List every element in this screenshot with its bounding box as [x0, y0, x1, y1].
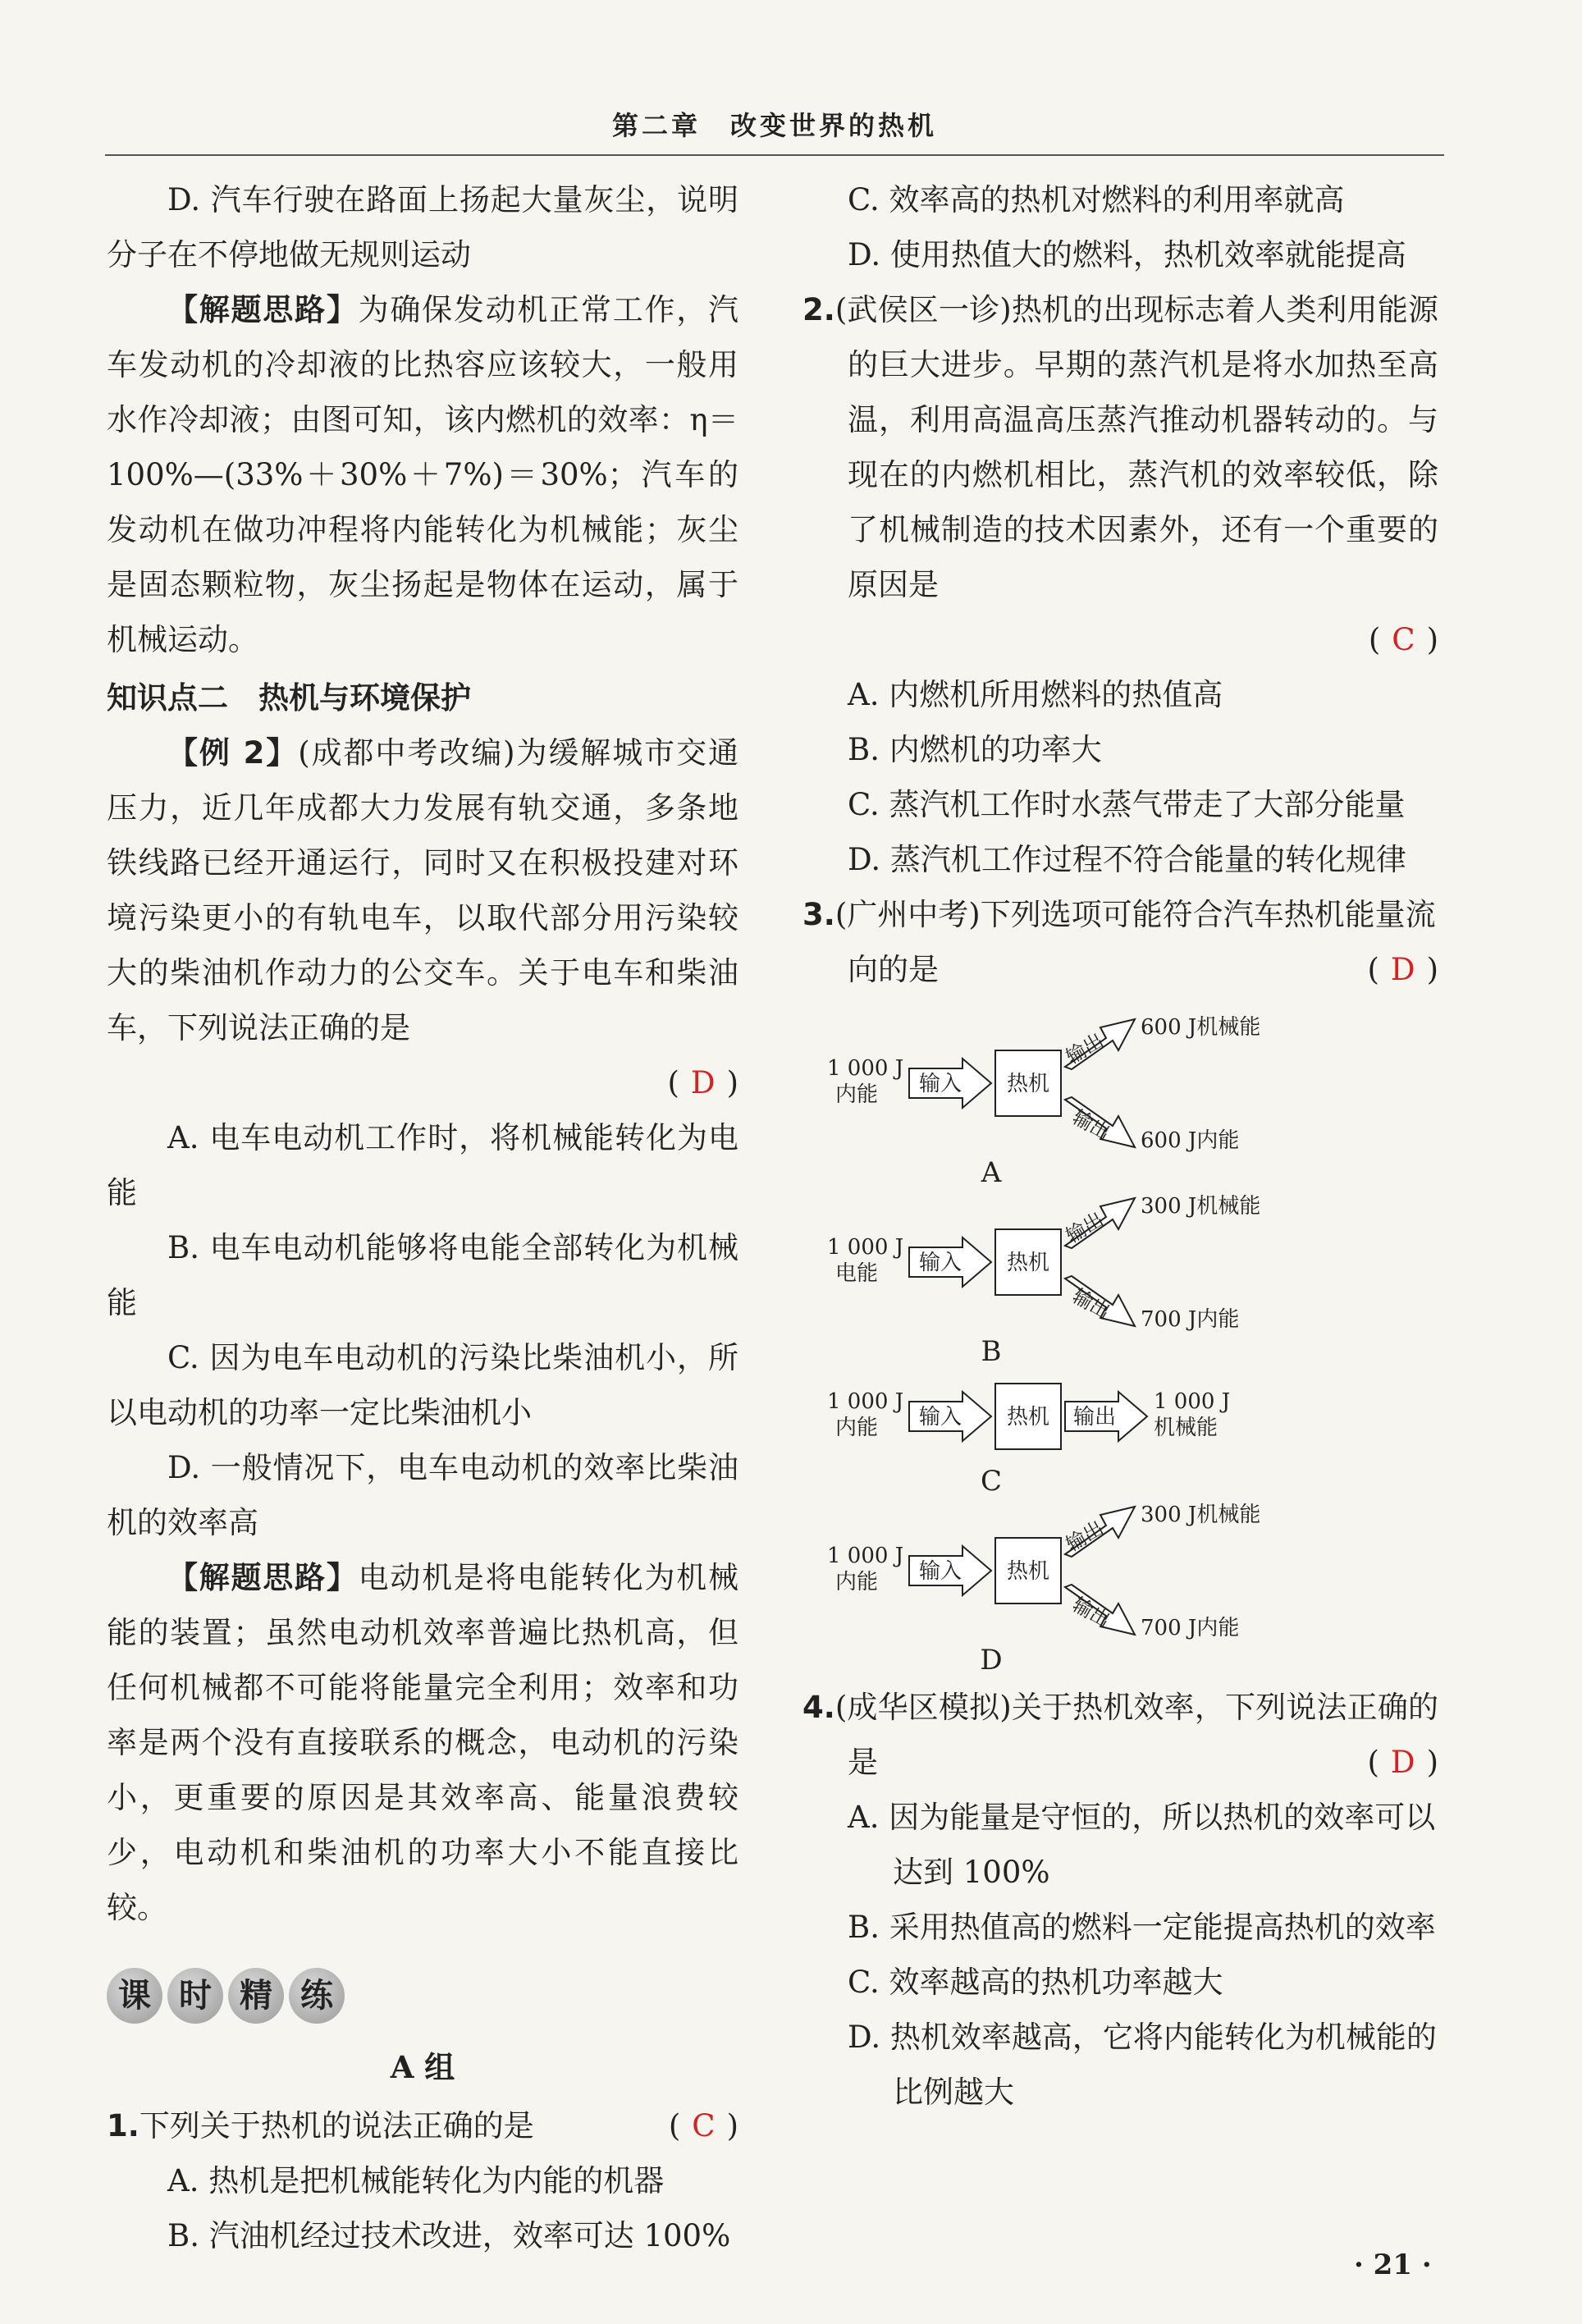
q1-option-a: A. 热机是把机械能转化为内能的机器	[167, 2163, 665, 2198]
example-source: (成都中考改编)	[298, 735, 515, 771]
q1-option-d: D. 使用热值大的燃料，热机效率就能提高	[848, 237, 1406, 272]
question-source: (成华区模拟)	[834, 1690, 1012, 1725]
badge: 课	[107, 1968, 162, 2024]
q2-answer-line	[802, 612, 1438, 667]
example-label: 【例 2】	[167, 735, 299, 771]
input-energy-type: 内能	[835, 1416, 879, 1440]
diagram-d	[827, 1501, 1352, 1680]
q2-option-a: A. 内燃机所用燃料的热值高	[848, 677, 1223, 712]
output-1: 300 J机械能	[1141, 1194, 1261, 1219]
answer-bracket: ( D )	[667, 1065, 738, 1100]
left-column	[107, 172, 738, 2263]
q4-option-b: B. 采用热值高的燃料一定能提高热机的效率	[848, 1910, 1436, 1945]
badge: 时	[167, 1968, 223, 2024]
answer-value: D	[1390, 1745, 1415, 1780]
chapter-title: 第二章 改变世界的热机	[611, 110, 937, 141]
question-source: (武侯区一诊)	[834, 292, 1012, 327]
output-arrow-label: 输出	[1073, 1405, 1117, 1430]
answer-value: D	[1390, 952, 1415, 987]
answer-bracket: ( D )	[1367, 1745, 1438, 1780]
q4-answer-line	[802, 1735, 1438, 1790]
example-option-d: D. 一般情况下，电车电动机的效率比柴油机的效率高	[107, 1450, 738, 1540]
output-2: 700 J内能	[1141, 1307, 1240, 1332]
answer-value: D	[690, 1065, 716, 1100]
question-number: 1.	[107, 2108, 139, 2143]
input-amount: 1 000 J	[827, 1235, 904, 1260]
answer-bracket: ( C )	[668, 2108, 738, 2143]
analysis-2	[107, 1550, 738, 1935]
input-arrow-label: 输入	[919, 1251, 962, 1275]
diagram-svg	[827, 1013, 1336, 1153]
q2-option-d: D. 蒸汽机工作过程不符合能量的转化规律	[848, 842, 1406, 877]
output-arrow-label: 输出	[1062, 1516, 1108, 1557]
diagram-label: D	[980, 1644, 1003, 1677]
example-text: 为缓解城市交通压力，近几年成都大力发展有轨交通，多条地铁线路已经开通运行，同时又在积极投建对环境污染更小的有轨电车，以取代部分用污染较大的柴油机作动力的公交车。关于电车和柴油车，下列说法正确的是	[107, 735, 738, 1045]
output-arrow-label: 输出	[1068, 1283, 1114, 1324]
practice-badges	[107, 1968, 738, 2024]
page-header	[105, 105, 1444, 156]
output-1: 600 J机械能	[1141, 1015, 1261, 1040]
q2-option-b: B. 内燃机的功率大	[848, 732, 1102, 767]
q2-option-c: C. 蒸汽机工作时水蒸气带走了大部分能量	[848, 787, 1406, 822]
heat-engine-label: 热机	[1006, 1405, 1050, 1430]
question-number: 3.	[802, 897, 835, 932]
answer-bracket: ( C )	[1368, 622, 1438, 657]
output-arrow-label: 输出	[1068, 1592, 1114, 1633]
page-number: · 21 ·	[1354, 2249, 1432, 2281]
output-2: 700 J内能	[1141, 1616, 1240, 1640]
input-amount: 1 000 J	[827, 1056, 904, 1081]
badge: 精	[228, 1968, 284, 2024]
diagram-svg	[827, 1192, 1336, 1332]
example-option-c: C. 因为电车电动机的污染比柴油机小，所以电动机的功率一定比柴油机小	[107, 1340, 738, 1430]
output-arrow-label: 输出	[1062, 1207, 1108, 1248]
input-arrow-label: 输入	[919, 1072, 962, 1096]
right-column	[802, 172, 1438, 2120]
input-amount: 1 000 J	[827, 1544, 904, 1568]
question-text: 热机的出现标志着人类利用能源的巨大进步。早期的蒸汽机是将水加热至高温，利用高温高压蒸汽推动机器转动的。与现在的内燃机相比，蒸汽机的效率较低，除了机械制造的技术因素外，还有一个重要的原因是	[848, 292, 1439, 602]
question-text: 下列关于热机的说法正确的是	[139, 2108, 534, 2143]
diagram-b	[827, 1192, 1352, 1371]
q4-option-d: D. 热机效率越高，它将内能转化为机械能的比例越大	[848, 2020, 1437, 2110]
heat-engine-label: 热机	[1006, 1072, 1050, 1096]
heat-engine-label: 热机	[1006, 1559, 1050, 1584]
input-arrow-label: 输入	[919, 1405, 962, 1430]
question-2	[802, 282, 1438, 612]
question-text: 关于热机效率，下列说法正确的是	[848, 1690, 1439, 1780]
input-energy-type: 内能	[835, 1570, 879, 1594]
output-1: 300 J机械能	[1141, 1503, 1261, 1527]
output-arrow-label: 输出	[1068, 1105, 1114, 1146]
diagram-svg	[827, 1371, 1336, 1462]
output-2: 600 J内能	[1141, 1128, 1240, 1153]
input-energy-type: 电能	[835, 1261, 879, 1286]
heat-engine-label: 热机	[1006, 1251, 1050, 1275]
question-text: 下列选项可能符合汽车热机能量流向的是	[848, 897, 1436, 987]
analysis-label: 【解题思路】	[167, 1560, 359, 1595]
example-option-a: A. 电车电动机工作时，将机械能转化为电能	[107, 1120, 738, 1210]
question-1	[107, 2098, 738, 2153]
diagram-a	[827, 1013, 1352, 1192]
output-arrow-label: 输出	[1062, 1028, 1108, 1069]
q1-option-c: C. 效率高的热机对燃料的利用率就高	[848, 182, 1345, 217]
diagram-label: C	[980, 1465, 1002, 1498]
diagram-svg	[827, 1501, 1336, 1640]
diagram-label: A	[981, 1156, 1002, 1189]
q4-option-a: A. 因为能量是守恒的，所以热机的效率可以达到 100%	[848, 1800, 1436, 1890]
question-1-stem	[107, 2098, 534, 2153]
input-arrow-label: 输入	[919, 1559, 962, 1584]
answer-bracket: ( D )	[1367, 952, 1438, 987]
badge: 练	[289, 1968, 345, 2024]
analysis-text: 为确保发动机正常工作，汽车发动机的冷却液的比热容应该较大，一般用水作冷却液；由图可知，该内燃机的效率：η＝100%—(33%＋30%＋7%)＝30%；汽车的发动机在做功冲程将内能转化为机械能；灰尘是固态颗粒物，灰尘扬起是物体在运动，属于机械运动。	[107, 292, 739, 657]
diagram-c	[827, 1371, 1352, 1501]
question-number: 2.	[802, 292, 835, 327]
section-title: 知识点二 热机与环境保护	[107, 680, 471, 716]
answer-value: C	[1392, 622, 1415, 657]
answer-value: C	[692, 2108, 716, 2143]
analysis-1	[107, 282, 738, 667]
question-source: (广州中考)	[834, 897, 981, 932]
group-title: A 组	[390, 2049, 455, 2085]
input-amount: 1 000 J	[827, 1389, 904, 1414]
example-answer-line	[107, 1055, 738, 1110]
q4-option-c: C. 效率越高的热机功率越大	[848, 1965, 1223, 2000]
analysis-text: 电动机是将电能转化为机械能的装置；虽然电动机效率普遍比热机高，但任何机械都不可能将能量完全利用；效率和功率是两个没有直接联系的概念，电动机的污染小，更重要的原因是其效率高、能量浪费较少，电动机和柴油机的功率大小不能直接比较。	[107, 1560, 739, 1925]
q1-option-b: B. 汽油机经过技术改进，效率可达 100%	[167, 2218, 731, 2253]
example-2	[107, 725, 738, 1055]
input-energy-type: 内能	[835, 1082, 879, 1107]
diagram-label: B	[981, 1335, 1002, 1368]
option-d-prev: D. 汽车行驶在路面上扬起大量灰尘，说明分子在不停地做无规则运动	[107, 182, 738, 272]
energy-flow-diagrams	[802, 1013, 1438, 1680]
question-number: 4.	[802, 1690, 835, 1725]
analysis-label: 【解题思路】	[167, 292, 359, 327]
output-1: 1 000 J	[1154, 1389, 1231, 1414]
example-option-b: B. 电车电动机能够将电能全部转化为机械能	[107, 1230, 738, 1320]
output-2: 机械能	[1154, 1416, 1219, 1440]
